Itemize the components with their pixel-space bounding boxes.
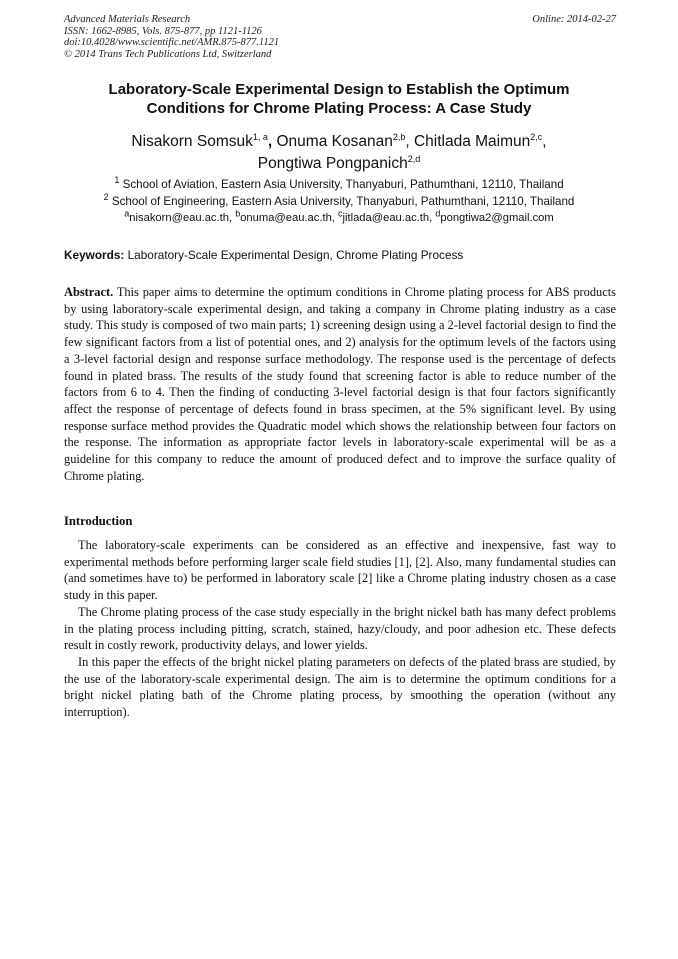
email-separator: , bbox=[331, 212, 339, 224]
online-date: Online: 2014-02-27 bbox=[532, 14, 616, 25]
journal-header bbox=[64, 14, 616, 60]
abstract bbox=[64, 284, 616, 484]
author-list bbox=[60, 131, 618, 175]
author-name: Chitlada Maimun bbox=[413, 133, 531, 150]
author-name: Pongtiwa Pongpanich bbox=[257, 155, 408, 172]
abstract-text: This paper aims to determine the optimum conditions in Chrome plating process for ABS products by using laboratory-scale experimental design, and taking a company in Chrome plating industry as a case study. This study is composed of two main parts; 1) screening design using a 2-level factorial design to find the few significant factors from a list of potential ones, and 2) analysis for the optimum levels of the factors using a 3-level factorial design and response surface methodology. The response used is the percentage of defects found in plated brass. The results of the study found that screening factor is able to reduce number of the factors from 6 to 4. Then the finding of conducting 3-level factorial design is that four factors significantly affect the response of percentage of defects found in brass specimen, at the 5% significant level. By using response surface method provides the Quadratic model which shows the relationship between four factors on the response. The information as appropriate factor levels in laboratory-scale experimental will be as a guideline for this company to reduce the amount of produced defect and to improve the surface quality of Chrome plating. bbox=[64, 285, 616, 483]
affiliation-number: 1 bbox=[114, 175, 120, 186]
doi-link[interactable]: doi:10.4028/www.scientific.net/AMR.875-877.1121 bbox=[64, 37, 280, 49]
email-list bbox=[60, 208, 618, 226]
intro-paragraph-3: In this paper the effects of the bright nickel plating parameters on defects of the plated brass are studied, by the use of the laboratory-scale experimental design. The aim is to determine the optimum conditions for a bright nickel plating bath of the Chrome plating process, by smoothing the operation (without any interruption). bbox=[64, 654, 616, 720]
author-name: Onuma Kosanan bbox=[276, 133, 393, 150]
author-separator: , bbox=[267, 133, 277, 150]
introduction-body bbox=[64, 537, 616, 721]
intro-paragraph-2: The Chrome plating process of the case study especially in the bright nickel bath has many defect problems in the plating process including pitting, scratch, stained, hazy/cloudy, and poor adhesion etc. These defects result in costly rework, productivity delays, and lower yields. bbox=[64, 604, 616, 653]
email-link[interactable]: nisakorn@eau.ac.th bbox=[129, 212, 229, 224]
email-separator: , bbox=[429, 212, 436, 224]
email-link[interactable]: onuma@eau.ac.th bbox=[240, 212, 332, 224]
author-name: Nisakorn Somsuk bbox=[131, 133, 253, 150]
affiliations bbox=[60, 176, 618, 210]
keywords bbox=[64, 248, 616, 263]
author-affiliation-mark: 1, a bbox=[252, 131, 268, 142]
author-affiliation-mark: 2,d bbox=[407, 153, 421, 164]
issn-line: ISSN: 1662-8985, Vols. 875-877, pp 1121-1126 bbox=[64, 25, 262, 37]
email-mark: b bbox=[235, 208, 241, 219]
paper-title bbox=[60, 80, 618, 118]
affiliation-text: School of Aviation, Eastern Asia University, Thanyaburi, Pathumthani, 12110, Thailand bbox=[122, 178, 564, 191]
keywords-label: Keywords: bbox=[64, 248, 125, 262]
copyright-line: © 2014 Trans Tech Publications Ltd, Switzerland bbox=[64, 48, 272, 60]
title-line-1: Laboratory-Scale Experimental Design to Establish the Optimum bbox=[108, 81, 570, 98]
author-separator: , bbox=[542, 133, 547, 150]
author-separator: , bbox=[405, 133, 414, 150]
email-mark: d bbox=[435, 208, 441, 219]
introduction-heading: Introduction bbox=[64, 514, 133, 528]
author-affiliation-mark: 2,b bbox=[392, 131, 406, 142]
email-link[interactable]: pongtiwa2@gmail.com bbox=[440, 212, 554, 224]
affiliation-1 bbox=[60, 176, 618, 193]
affiliation-text: School of Engineering, Eastern Asia University, Thanyaburi, Pathumthani, 12110, Thailand bbox=[111, 195, 575, 208]
intro-paragraph-1: The laboratory-scale experiments can be considered as an effective and inexpensive, fast way to experimental methods before performing larger scale field studies [1], [2]. Also, many fundamental studies can (and sometimes have to) be performed in laboratory scale [2] like a Chrome plating industry chosen as a case study in this paper. bbox=[64, 538, 616, 603]
email-mark: a bbox=[124, 208, 130, 219]
email-separator: , bbox=[228, 212, 236, 224]
journal-name: Advanced Materials Research bbox=[64, 14, 191, 25]
abstract-label: Abstract. bbox=[64, 285, 114, 299]
title-line-2: Conditions for Chrome Plating Process: A Case Study bbox=[146, 100, 532, 117]
keywords-text: Laboratory-Scale Experimental Design, Chrome Plating Process bbox=[127, 248, 464, 262]
author-affiliation-mark: 2,c bbox=[530, 131, 543, 142]
email-mark: c bbox=[338, 208, 343, 219]
affiliation-number: 2 bbox=[103, 192, 109, 203]
email-link[interactable]: jitlada@eau.ac.th bbox=[342, 212, 430, 224]
